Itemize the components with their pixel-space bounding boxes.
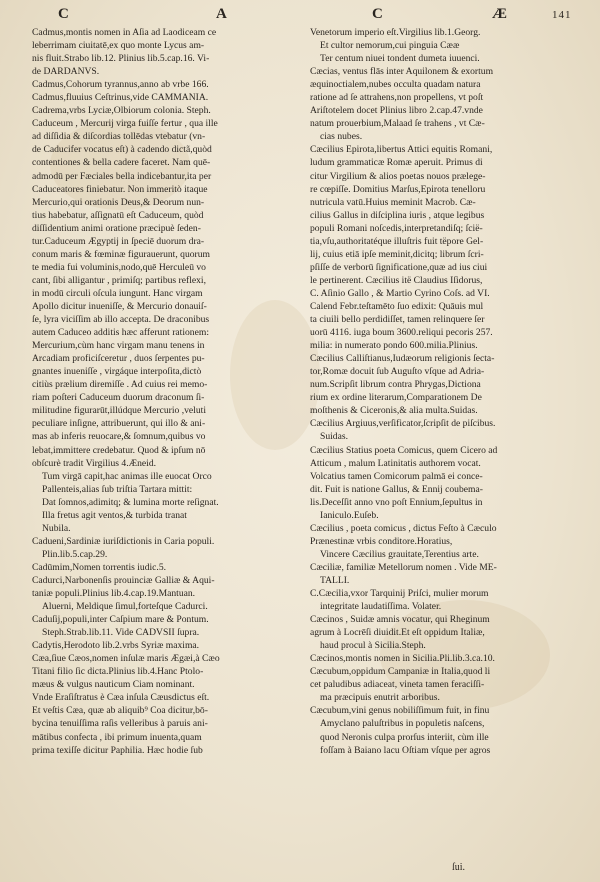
text-line: militudine figurarūt,illúdque Mercurio ,veluti [32,405,206,417]
text-line: Plin.lib.5.cap.29. [42,548,108,560]
text-line: autem Caduceo additis hæc afferunt rationem: [32,327,209,339]
text-line: tia,vſu,authoritatéque illuſtris fuit tëpore Gel- [310,235,484,247]
text-line: lebat,immittere credebatur. Quod & ipſum nō [32,444,206,456]
text-line: Cæcilius , poeta comicus , dictus Feſto à Cæculo [310,522,497,534]
text-line: Arcadiam proficiſceretur , duos ſerpentes pu- [32,353,205,365]
text-line: le pertinerent. Cæcilius itë Claudius Iſidorus, [310,274,483,286]
text-line: Calend Febr.teſtamēto ſuo edixit: Quāuis mul [310,300,484,312]
text-line: nutricula vatū.Huius meminit Macrob. Cæ- [310,196,476,208]
text-line: Mercurium,cùm hanc virgam manu tenens in [32,340,205,352]
header-letter-left: C [58,6,70,22]
text-line: Atticum , malum Latinitatis authorem vocat. [310,457,481,469]
text-line: Cadrema,vrbs Lyciæ,Olbiorum colonia. Steph. [32,105,211,117]
text-line: Et cultor nemorum,cui pinguia Cææ [320,40,460,52]
text-line: Venetorum imperio eſt.Virgilius lib.1.Georg. [310,27,481,38]
text-line: Cæcubum,oppidum Campaniæ in Italia,quod li [310,666,491,678]
text-line: riam poſteri Caduceum duorum draconum ſi- [32,392,205,404]
text-line: ſe, lyra viciſſim ab illo accepta. De draconibus [32,314,210,326]
text-line: Cadurci,Narbonenſis prouinciæ Galliæ & Aqui- [32,574,215,586]
text-line: uorū 4116. iuga boum 3600.reliqui pecoris 257. [310,327,493,339]
text-line: æquinoctialem,nubes occulta quadam natura [310,79,481,91]
page-number: 141 [552,9,572,21]
text-line: Nubila. [42,522,71,534]
text-line: agrum à Locrēſi diuidit.Et eſt oppidum Italiæ, [310,627,485,639]
text-line: gnantes inueniſſe , virgáque interpoſita,dictò [32,366,202,378]
text-line: cant, ſibi alligantur , primiſq; partibus reflexi, [32,274,206,286]
text-line: Cadūmim,Nomen torrentis iudic.5. [32,561,167,573]
text-line: taniæ populi.Plinius lib.4.cap.19.Mantuan. [32,588,196,600]
text-line: Caduceum , Mercurij virga fuiſſe fertur , qua ille [32,118,218,130]
text-line: conum maris & fœminæ figurauerunt, quorum [32,248,210,260]
text-line: Tum virgā capit,hac animas ille euocat Orco [42,470,212,482]
text-line: ad diſſidia & diſcordias tollēdas vtebatur (vn- [32,131,206,143]
text-line: Cæciliæ, familiæ Metellorum nomen . Vide ME- [310,561,497,573]
text-line: TALLI. [320,574,350,586]
text-line: obſcurè tradit Virgilius 4.Æneid. [32,457,157,469]
text-line: milia: in numerato pondo 600.milia.Plinius. [310,340,478,352]
text-line: Apollo dicitur inueniſſe, & Mercurio donauiſ- [32,300,207,312]
text-line: mas ab inferis reuocare,& ſomnum,quibus vo [32,431,206,443]
text-line: foſſam à Baiano lacu Oſtiam vſque per agros [320,744,491,756]
text-line: mātibus confecta , ibi primum inuenta,quam [32,731,202,743]
text-line: Prænestinæ vrbis conditore.Horatius, [310,535,453,547]
text-line: Dat ſomnos,adimitq; & lumina morte reſignat. [42,496,219,508]
text-line: Cæa,ſiue Cæos,nomen inſulæ maris Ægæi,à Cæo [32,653,220,665]
text-line: ratione ad ſe attrahens,non propellens, vt poſt [310,92,484,104]
text-line: num.Scripſit librum contra Phrygas,Dictiona [310,379,481,391]
text-line: Cæcilius Epirota,libertus Attici equitis Romani, [310,144,493,156]
right-column [310,26,578,757]
text-line: Cæcinos , Suidæ amnis vocatur, qui Rheginum [310,614,490,626]
text-line: ludum grammaticæ Romæ aperuit. Primus di [310,157,483,169]
text-line: Vincere Cæcilius grauitate,Terentius arte. [320,548,479,560]
text-line: Suidas. [320,431,348,443]
catchword: ſui. [452,862,466,873]
text-line: lij, cuius etiā ipſe meminit,dicitq; librum ſcri- [310,248,484,260]
text-line: integritate laudatiſſima. Volater. [320,601,442,613]
text-line: Steph.Strab.lib.11. Vide CADVSII ſupra. [42,627,200,639]
text-line: in modū circuli oſcula iungunt. Hanc virgam [32,287,203,299]
text-line: diſſidentium animi oratione præcipuè ſeden- [32,222,201,234]
text-line: re cœpiſſe. Domitius Marſus,Epirota tenelloru [310,183,486,195]
header-ligature: Æ [492,6,508,22]
text-line: Cæcilius Statius poeta Comicus, quem Cicero ad [310,444,498,456]
text-line: pſiſſe de verborū ſignificatione,quæ ad ius ciui [310,261,488,273]
text-line: Ianiculo.Euſeb. [320,509,379,521]
text-line: haud procul à Sicilia.Steph. [320,640,426,652]
text-line: Amyclano paluſtribus in populetis naſcens, [320,718,485,730]
text-line: Cæcilius Argiuus,verſificator,ſcripſit de piſcibus. [310,418,496,430]
text-line: peculiare inſigne, attribuerunt, qui illo & ani- [32,418,206,430]
text-line: moſthenis & Ciceronis,& alia multa.Suidas. [310,405,478,417]
text-line: tius habebatur, aſſignatū eſt Caduceum, quòd [32,209,204,221]
text-line: quod Neronis culpa prorſus interiit, cùm ille [320,731,489,743]
text-line: cias nubes. [320,131,363,143]
running-header [0,6,600,24]
text-line: ta ciuili bello perdidiſſet, tamen relinquere ſer [310,314,485,326]
text-line: Volcatius tamen Comicorum palmā ei conce- [310,470,483,482]
text-line: mæus & vulgus nauticum Ciam nominant. [32,679,195,691]
text-line: admodū per Fæciales bella indicebantur,ita per [32,170,212,182]
text-line: Cadmus,fluuius Ceſtrinus,vide CAMMANIA. [32,92,209,104]
text-line: cet paludibus adiaceat, vineta tamen feraciſſi- [310,679,485,691]
text-line: Cadmus,Cohorum tyrannus,anno ab vrbe 166. [32,79,209,91]
text-line: Caduſij,populi,inter Caſpium mare & Pontum. [32,614,209,626]
text-line: citur Virgilium & alios poetas nouos prælege- [310,170,486,182]
left-column [32,26,300,757]
text-line: cilius Gallus in diſciplina iuris , atque legibus [310,209,485,221]
text-line: Mercurio,qui orationis Deus,& Deorum nun- [32,196,205,208]
text-line: nis fluit.Strabo lib.12. Plinius lib.5.cap.16. Vi- [32,53,210,65]
text-line: Aluerni, Meldique ſimul,forteſque Cadurci. [42,601,208,613]
text-line: te media fui voluminis,nodo,quē Herculeū vo [32,261,206,273]
text-line: tor,Romæ docuit ſub Auguſto vſque ad Adria- [310,366,485,378]
text-line: Ariſtotelem docet Plinius libro 2.cap.47.vnde [310,105,483,117]
text-line: leberrimam ciuitatē,ex quo monte Lycus am- [32,40,205,52]
text-line: bycina tenuiſſima raſis velleribus à paruis ani- [32,718,208,730]
text-line: de Caducifer vocatus eſt) à cadendo dictã,quòd [32,144,212,156]
text-line: lis.Deceſſit anno vno poſt Ennium,ſepultus in [310,496,483,508]
text-line: Et veſtis Cæa, quæ ab aliquib⁹ Coa dicitur,bō- [32,705,208,717]
text-line: Cæcias, ventus flās inter Aquilonem & exortum [310,66,494,78]
text-line: ma præcipuis enutrit arboribus. [320,692,440,704]
text-line: Titani filio ſic dicta.Plinius lib.4.Hanc Ptolo- [32,666,204,678]
text-line: Cæcilius Calliſtianus,Iudæorum religionis ſecta- [310,353,495,365]
text-line: Cæcinos,montis nomen in Sicilia.Pli.lib.3.ca.10. [310,653,495,665]
text-line: Caduceatores finiebatur. Non immeritò itaque [32,183,208,195]
text-line: Ter centum niuei tondent dumeta iuuenci. [320,53,480,65]
text-line: Cadmus,montis nomen in Aſia ad Laodiceam ce [32,27,217,38]
header-letter-center: A [216,6,228,22]
text-line: natum prouerbium,Malaad ſe trahens , vt Cæ- [310,118,485,130]
text-line: populi Romani noſcedis,interpretandiſq; ſcië- [310,222,483,234]
text-line: contentiones & bella cadere faceret. Nam quē- [32,157,211,169]
text-line: tur.Caduceum Ægyptij in ſpeciē duorum dra- [32,235,205,247]
text-line: de DARDANVS. [32,66,100,78]
text-line: Cadueni,Sardiniæ iuriſdictionis in Caria populi. [32,535,215,547]
text-line: C. Aſinio Gallo , & Martio Cyrino Coſs. ad VI. [310,287,490,299]
text-line: Vnde Eraſiſtratus è Cæa inſula Cæusdictus eſt. [32,692,210,704]
text-line: dit. Fuit is natione Gallus, & Ennij coubema- [310,483,483,495]
text-line: C.Cæcilia,vxor Tarquinij Priſci, mulier morum [310,588,489,600]
text-line: citiùs prælium diremiſſe . Ad cuius rei memo- [32,379,208,391]
text-line: Cæcubum,vini genus nobiliſſimum fuit, in finu [310,705,490,717]
text-line: Pallenteis,alias ſub triſtia Tartara mittit: [42,483,193,495]
text-line: prima texiſſe dicitur Paphilia. Hæc hodie ſub [32,744,203,756]
text-line: rium ex ordine literarum,Comparationem De [310,392,482,404]
text-line: Cadytis,Herodoto lib.2.vrbs Syriæ maxima. [32,640,200,652]
text-line: Illa fretus agit ventos,& turbida tranat [42,509,187,521]
header-letter-right: C [372,6,384,22]
